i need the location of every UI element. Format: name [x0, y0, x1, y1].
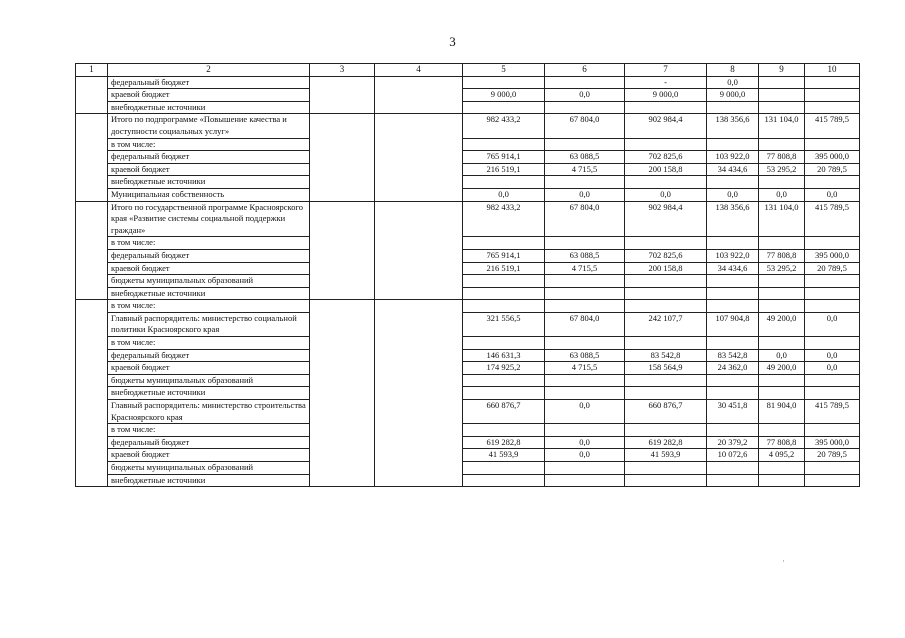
value-cell: 131 104,0 — [759, 201, 805, 237]
table-row — [76, 101, 860, 114]
page-number: 3 — [449, 34, 456, 49]
value-cell: 131 104,0 — [759, 114, 805, 138]
column-4-cell — [375, 114, 463, 201]
column-header: 7 — [625, 64, 707, 77]
value-cell — [463, 462, 545, 475]
table-row — [76, 249, 860, 262]
value-cell: 83 542,8 — [707, 349, 759, 362]
value-cell: 4 715,5 — [545, 262, 625, 275]
value-cell — [545, 176, 625, 189]
row-label: бюджеты муниципальных образований — [108, 462, 310, 475]
value-cell: 138 356,6 — [707, 201, 759, 237]
value-cell — [805, 275, 860, 288]
value-cell — [463, 337, 545, 350]
table-row — [76, 300, 860, 313]
value-cell — [463, 287, 545, 300]
row-label: Главный распорядитель: министерство социальной политики Красноярского края — [108, 312, 310, 336]
value-cell — [805, 138, 860, 151]
value-cell — [625, 287, 707, 300]
table-row — [76, 400, 860, 424]
value-cell: 77 808,8 — [759, 436, 805, 449]
value-cell — [759, 424, 805, 437]
value-cell — [463, 374, 545, 387]
row-label: краевой бюджет — [108, 449, 310, 462]
row-label: федеральный бюджет — [108, 249, 310, 262]
row-label: в том числе: — [108, 337, 310, 350]
column-header: 5 — [463, 64, 545, 77]
value-cell: 20 789,5 — [805, 262, 860, 275]
row-label: Итого по государственной программе Красноярского края «Развитие системы социальной поддержки граждан» — [108, 201, 310, 237]
value-cell: 902 984,4 — [625, 114, 707, 138]
table-row — [76, 163, 860, 176]
row-label: бюджеты муниципальных образований — [108, 275, 310, 288]
value-cell: 53 295,2 — [759, 163, 805, 176]
table-row — [76, 436, 860, 449]
value-cell: 67 804,0 — [545, 312, 625, 336]
value-cell: 53 295,2 — [759, 262, 805, 275]
table-row — [76, 138, 860, 151]
value-cell — [545, 474, 625, 487]
row-label: федеральный бюджет — [108, 76, 310, 89]
value-cell: 9 000,0 — [463, 89, 545, 102]
value-cell: 30 451,8 — [707, 400, 759, 424]
value-cell: 63 088,5 — [545, 151, 625, 164]
value-cell: 702 825,6 — [625, 151, 707, 164]
table-row — [76, 76, 860, 89]
value-cell — [707, 337, 759, 350]
table-row — [76, 262, 860, 275]
value-cell: 4 715,5 — [545, 163, 625, 176]
value-cell — [759, 76, 805, 89]
value-cell — [545, 462, 625, 475]
value-cell: 34 434,6 — [707, 262, 759, 275]
value-cell: 20 789,5 — [805, 449, 860, 462]
column-4-cell — [375, 76, 463, 114]
value-cell — [759, 374, 805, 387]
value-cell — [625, 138, 707, 151]
table-row — [76, 201, 860, 237]
value-cell: 395 000,0 — [805, 436, 860, 449]
value-cell — [805, 424, 860, 437]
value-cell — [707, 374, 759, 387]
value-cell — [805, 89, 860, 102]
value-cell — [805, 337, 860, 350]
value-cell — [625, 237, 707, 250]
value-cell — [707, 176, 759, 189]
value-cell: 49 200,0 — [759, 362, 805, 375]
value-cell — [707, 424, 759, 437]
row-label: внебюджетные источники — [108, 101, 310, 114]
column-header: 6 — [545, 64, 625, 77]
column-header: 4 — [375, 64, 463, 77]
value-cell: 10 072,6 — [707, 449, 759, 462]
column-header: 1 — [76, 64, 108, 77]
value-cell — [625, 424, 707, 437]
value-cell: 63 088,5 — [545, 349, 625, 362]
row-number-cell — [76, 114, 108, 201]
value-cell: 0,0 — [805, 188, 860, 201]
stray-mark: · — [782, 556, 785, 566]
value-cell — [625, 176, 707, 189]
value-cell: 395 000,0 — [805, 151, 860, 164]
value-cell — [625, 462, 707, 475]
value-cell — [805, 374, 860, 387]
value-cell — [545, 337, 625, 350]
table-row — [76, 387, 860, 400]
value-cell — [805, 76, 860, 89]
value-cell: 242 107,7 — [625, 312, 707, 336]
column-header: 3 — [310, 64, 375, 77]
value-cell: 24 362,0 — [707, 362, 759, 375]
value-cell — [463, 300, 545, 313]
column-header: 10 — [805, 64, 860, 77]
value-cell — [759, 474, 805, 487]
column-number-row — [76, 64, 860, 77]
value-cell — [463, 138, 545, 151]
value-cell: 49 200,0 — [759, 312, 805, 336]
table-row — [76, 349, 860, 362]
value-cell: 619 282,8 — [625, 436, 707, 449]
value-cell — [759, 275, 805, 288]
value-cell — [463, 275, 545, 288]
value-cell — [707, 101, 759, 114]
value-cell — [707, 387, 759, 400]
value-cell: 0,0 — [707, 188, 759, 201]
table-row — [76, 114, 860, 138]
value-cell — [463, 424, 545, 437]
value-cell: 9 000,0 — [625, 89, 707, 102]
value-cell — [707, 287, 759, 300]
value-cell: 702 825,6 — [625, 249, 707, 262]
value-cell: 41 593,9 — [625, 449, 707, 462]
value-cell — [759, 287, 805, 300]
table-row — [76, 151, 860, 164]
value-cell: 81 904,0 — [759, 400, 805, 424]
value-cell — [805, 387, 860, 400]
column-3-cell — [310, 114, 375, 201]
value-cell — [545, 300, 625, 313]
value-cell: 20 379,2 — [707, 436, 759, 449]
row-label: Итого по подпрограмме «Повышение качества и доступности социальных услуг» — [108, 114, 310, 138]
value-cell — [759, 101, 805, 114]
row-label: в том числе: — [108, 300, 310, 313]
value-cell: 103 922,0 — [707, 151, 759, 164]
value-cell: 146 631,3 — [463, 349, 545, 362]
row-label: федеральный бюджет — [108, 436, 310, 449]
table-row — [76, 337, 860, 350]
value-cell — [707, 474, 759, 487]
row-label: в том числе: — [108, 138, 310, 151]
value-cell — [463, 237, 545, 250]
budget-table — [75, 63, 860, 487]
value-cell: 321 556,5 — [463, 312, 545, 336]
value-cell: 41 593,9 — [463, 449, 545, 462]
value-cell: - — [625, 76, 707, 89]
value-cell: 982 433,2 — [463, 201, 545, 237]
value-cell — [545, 424, 625, 437]
column-3-cell — [310, 300, 375, 487]
value-cell: 83 542,8 — [625, 349, 707, 362]
value-cell — [545, 76, 625, 89]
column-4-cell — [375, 201, 463, 300]
value-cell: 660 876,7 — [625, 400, 707, 424]
value-cell: 4 095,2 — [759, 449, 805, 462]
value-cell — [759, 387, 805, 400]
value-cell — [805, 237, 860, 250]
value-cell — [759, 462, 805, 475]
table-row — [76, 462, 860, 475]
table-row — [76, 474, 860, 487]
value-cell: 67 804,0 — [545, 201, 625, 237]
row-label: внебюджетные источники — [108, 387, 310, 400]
table-row — [76, 275, 860, 288]
value-cell: 138 356,6 — [707, 114, 759, 138]
value-cell: 77 808,8 — [759, 151, 805, 164]
table-row — [76, 89, 860, 102]
value-cell: 765 914,1 — [463, 151, 545, 164]
value-cell: 0,0 — [759, 349, 805, 362]
value-cell: 34 434,6 — [707, 163, 759, 176]
column-header: 2 — [108, 64, 310, 77]
value-cell: 174 925,2 — [463, 362, 545, 375]
value-cell: 0,0 — [805, 349, 860, 362]
table-row — [76, 424, 860, 437]
value-cell — [463, 101, 545, 114]
value-cell — [805, 300, 860, 313]
value-cell: 619 282,8 — [463, 436, 545, 449]
value-cell: 395 000,0 — [805, 249, 860, 262]
table-row — [76, 176, 860, 189]
value-cell: 0,0 — [805, 362, 860, 375]
value-cell — [545, 101, 625, 114]
value-cell — [759, 337, 805, 350]
value-cell — [707, 275, 759, 288]
value-cell: 67 804,0 — [545, 114, 625, 138]
value-cell — [625, 374, 707, 387]
row-label: внебюджетные источники — [108, 287, 310, 300]
column-header: 9 — [759, 64, 805, 77]
value-cell: 4 715,5 — [545, 362, 625, 375]
value-cell: 0,0 — [805, 312, 860, 336]
row-label: федеральный бюджет — [108, 349, 310, 362]
row-number-cell — [76, 76, 108, 114]
value-cell: 982 433,2 — [463, 114, 545, 138]
value-cell — [545, 237, 625, 250]
value-cell — [805, 176, 860, 189]
value-cell — [707, 462, 759, 475]
value-cell — [625, 275, 707, 288]
row-label: краевой бюджет — [108, 89, 310, 102]
value-cell — [805, 287, 860, 300]
value-cell — [625, 300, 707, 313]
value-cell — [759, 176, 805, 189]
value-cell: 9 000,0 — [707, 89, 759, 102]
value-cell — [545, 287, 625, 300]
value-cell: 0,0 — [545, 436, 625, 449]
value-cell — [463, 76, 545, 89]
row-label: Муниципальная собственность — [108, 188, 310, 201]
row-number-cell — [76, 201, 108, 300]
table-row — [76, 237, 860, 250]
table-row — [76, 449, 860, 462]
row-label: в том числе: — [108, 237, 310, 250]
value-cell — [759, 237, 805, 250]
value-cell: 63 088,5 — [545, 249, 625, 262]
value-cell: 0,0 — [463, 188, 545, 201]
value-cell — [707, 300, 759, 313]
value-cell — [463, 176, 545, 189]
value-cell: 0,0 — [707, 76, 759, 89]
value-cell — [625, 387, 707, 400]
value-cell: 158 564,9 — [625, 362, 707, 375]
value-cell: 902 984,4 — [625, 201, 707, 237]
value-cell: 0,0 — [545, 188, 625, 201]
value-cell — [805, 101, 860, 114]
value-cell — [805, 474, 860, 487]
table-row — [76, 312, 860, 336]
table-row — [76, 362, 860, 375]
row-label: бюджеты муниципальных образований — [108, 374, 310, 387]
value-cell: 200 158,8 — [625, 163, 707, 176]
value-cell — [545, 387, 625, 400]
value-cell — [625, 101, 707, 114]
value-cell — [707, 237, 759, 250]
row-label: краевой бюджет — [108, 163, 310, 176]
table-row — [76, 287, 860, 300]
value-cell: 0,0 — [545, 89, 625, 102]
value-cell: 415 789,5 — [805, 400, 860, 424]
value-cell — [625, 337, 707, 350]
value-cell — [759, 138, 805, 151]
column-header: 8 — [707, 64, 759, 77]
value-cell: 77 808,8 — [759, 249, 805, 262]
row-label: внебюджетные источники — [108, 176, 310, 189]
value-cell: 20 789,5 — [805, 163, 860, 176]
value-cell — [545, 374, 625, 387]
value-cell: 0,0 — [545, 449, 625, 462]
value-cell: 216 519,1 — [463, 262, 545, 275]
value-cell: 107 904,8 — [707, 312, 759, 336]
column-4-cell — [375, 300, 463, 487]
table-row — [76, 374, 860, 387]
value-cell: 0,0 — [759, 188, 805, 201]
row-number-cell — [76, 300, 108, 487]
row-label: Главный распорядитель: министерство строительства Красноярского края — [108, 400, 310, 424]
column-3-cell — [310, 201, 375, 300]
value-cell — [759, 89, 805, 102]
value-cell: 200 158,8 — [625, 262, 707, 275]
value-cell: 660 876,7 — [463, 400, 545, 424]
value-cell: 765 914,1 — [463, 249, 545, 262]
row-label: федеральный бюджет — [108, 151, 310, 164]
table-row — [76, 188, 860, 201]
value-cell — [759, 300, 805, 313]
value-cell — [805, 462, 860, 475]
value-cell — [545, 275, 625, 288]
column-3-cell — [310, 76, 375, 114]
value-cell: 0,0 — [545, 400, 625, 424]
value-cell — [545, 138, 625, 151]
value-cell: 415 789,5 — [805, 114, 860, 138]
value-cell — [463, 387, 545, 400]
row-label: внебюджетные источники — [108, 474, 310, 487]
value-cell: 103 922,0 — [707, 249, 759, 262]
value-cell: 216 519,1 — [463, 163, 545, 176]
row-label: краевой бюджет — [108, 362, 310, 375]
row-label: в том числе: — [108, 424, 310, 437]
value-cell — [463, 474, 545, 487]
value-cell — [625, 474, 707, 487]
value-cell — [707, 138, 759, 151]
value-cell: 415 789,5 — [805, 201, 860, 237]
row-label: краевой бюджет — [108, 262, 310, 275]
value-cell: 0,0 — [625, 188, 707, 201]
